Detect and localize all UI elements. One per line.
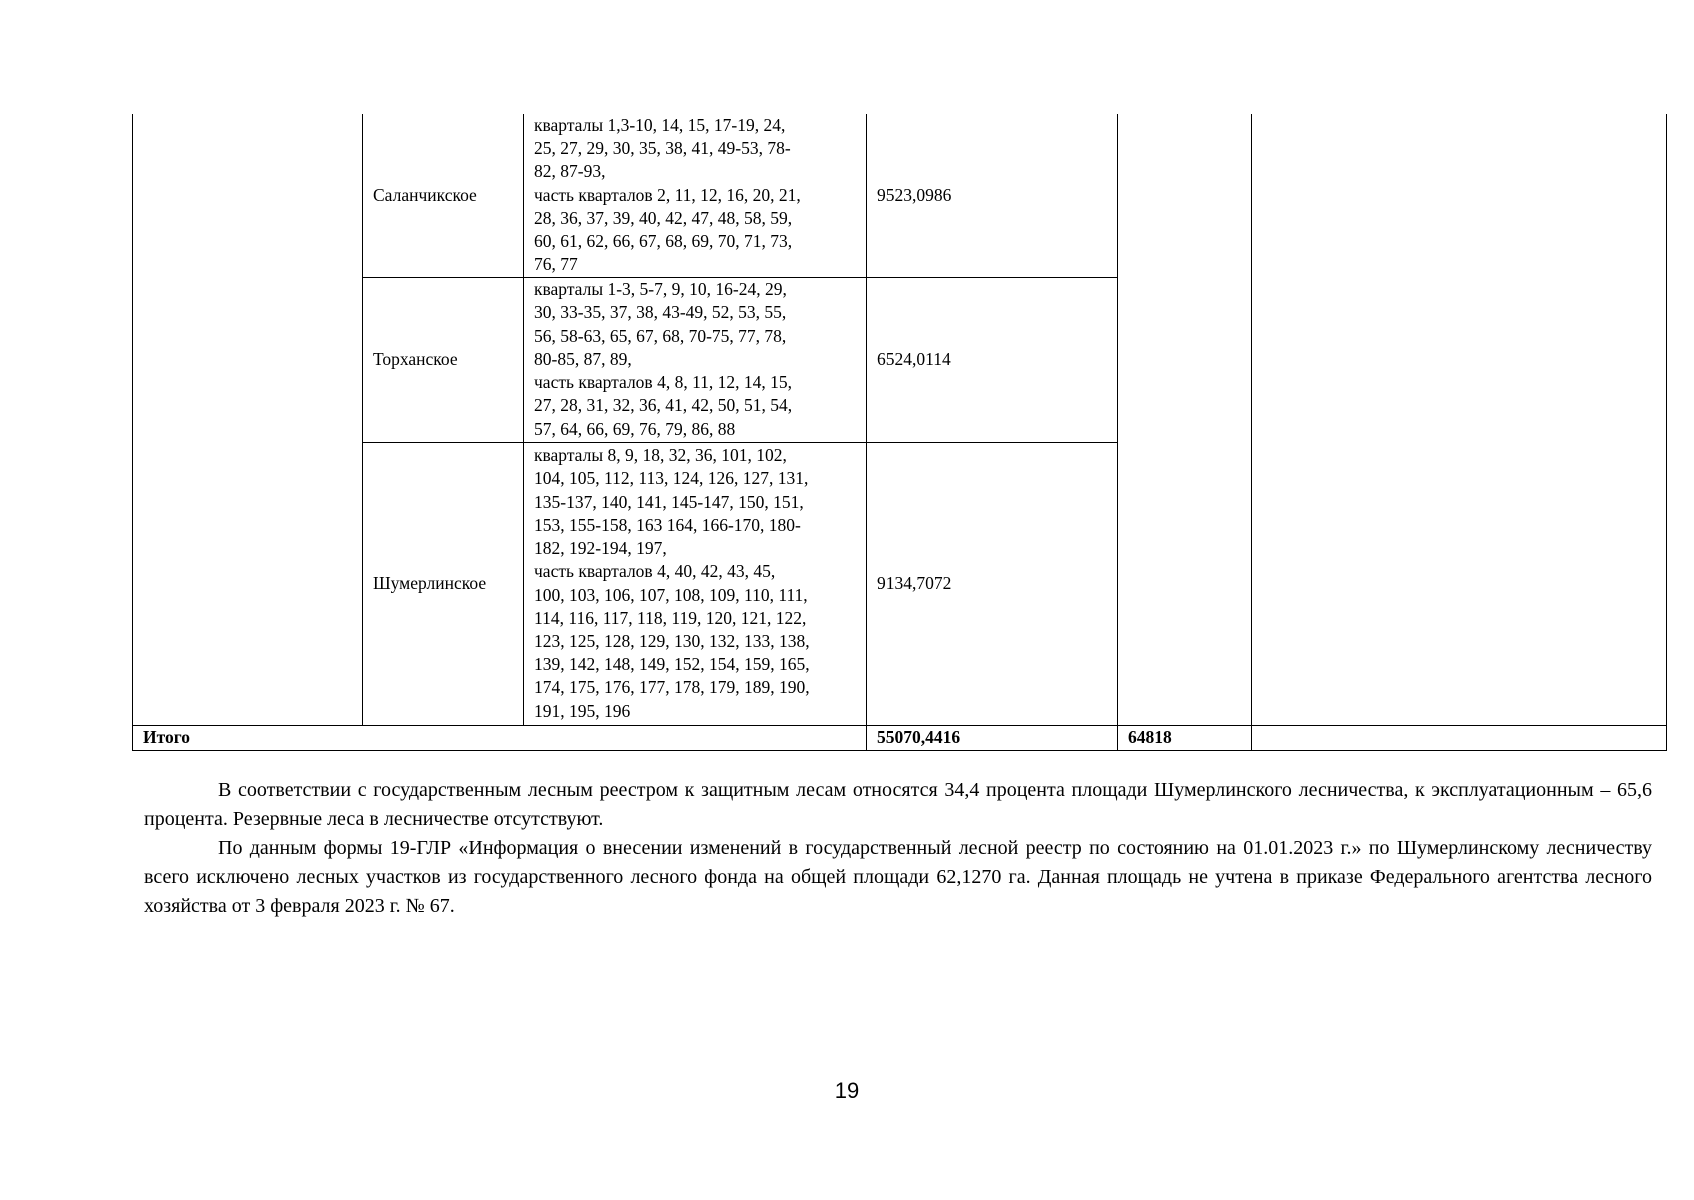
forestry-cell: [133, 114, 363, 725]
quarters-line: 28, 36, 37, 39, 40, 42, 47, 48, 58, 59,: [534, 207, 793, 228]
forestry-table: [132, 114, 1667, 751]
quarters-line: 80-85, 87, 89,: [534, 348, 632, 369]
quarters-line: часть кварталов 4, 40, 42, 43, 45,: [534, 561, 776, 582]
total-area-cell: [1118, 114, 1252, 725]
district-name-cell: Саланчикское: [363, 114, 524, 277]
notes-cell: [1252, 114, 1667, 725]
area-cell: 9523,0986: [867, 114, 1118, 277]
quarters-line: 153, 155-158, 163 164, 166-170, 180-: [534, 514, 801, 535]
quarters-cell: [524, 114, 867, 277]
quarters-line: 182, 192-194, 197,: [534, 538, 667, 559]
quarters-cell: [524, 277, 867, 442]
quarters-line: 56, 58-63, 65, 67, 68, 70-75, 77, 78,: [534, 325, 787, 346]
area-cell: 9134,7072: [867, 442, 1118, 725]
district-name-cell: Шумерлинское: [363, 442, 524, 725]
paragraph: В соответствии с государственным лесным реестром к защитным лесам относятся 34,4 процента площади Шумерлинского лесничества, к эксплуатационным – 65,6 процента. Резервные леса в лесничестве отсутствуют.: [144, 779, 1652, 830]
quarters-line: кварталы 1,3-10, 14, 15, 17-19, 24,: [534, 115, 786, 136]
quarters-line: кварталы 8, 9, 18, 32, 36, 101, 102,: [534, 445, 787, 466]
quarters-line: 30, 33-35, 37, 38, 43-49, 52, 53, 55,: [534, 302, 787, 323]
quarters-line: 25, 27, 29, 30, 35, 38, 41, 49-53, 78-: [534, 138, 791, 159]
total-area-value: 55070,4416: [867, 725, 1118, 750]
quarters-line: 76, 77: [534, 254, 578, 275]
quarters-line: кварталы 1-3, 5-7, 9, 10, 16-24, 29,: [534, 279, 787, 300]
quarters-line: 27, 28, 31, 32, 36, 41, 42, 50, 51, 54,: [534, 395, 793, 416]
paragraph: По данным формы 19-ГЛР «Информация о внесении изменений в государственный лесной реестр по состоянию на 01.01.2023 г.» по Шумерлинскому лесничеству всего исключено лесных участков из государственного лесного фонда на общей площади 62,1270 га. Данная площадь не учтена в приказе Федерального агентства лесного хозяйства от 3 февраля 2023 г. № 67.: [144, 837, 1652, 917]
quarters-line: 100, 103, 106, 107, 108, 109, 110, 111,: [534, 584, 808, 605]
total-label: Итого: [133, 725, 867, 750]
quarters-line: часть кварталов 4, 8, 11, 12, 14, 15,: [534, 372, 793, 393]
district-name-cell: Торханское: [363, 277, 524, 442]
total-notes-cell: [1252, 725, 1667, 750]
quarters-line: 60, 61, 62, 66, 67, 68, 69, 70, 71, 73,: [534, 231, 793, 252]
area-cell: 6524,0114: [867, 277, 1118, 442]
quarters-line: 135-137, 140, 141, 145-147, 150, 151,: [534, 491, 804, 512]
quarters-line: часть кварталов 2, 11, 12, 16, 20, 21,: [534, 184, 801, 205]
total-row: [133, 725, 1667, 750]
quarters-line: 114, 116, 117, 118, 119, 120, 121, 122,: [534, 607, 807, 628]
total-overall-value: 64818: [1118, 725, 1252, 750]
quarters-cell: [524, 442, 867, 725]
body-text: [144, 776, 1652, 921]
quarters-line: 82, 87-93,: [534, 161, 606, 182]
table-row: [133, 114, 1667, 277]
quarters-line: 139, 142, 148, 149, 152, 154, 159, 165,: [534, 654, 810, 675]
quarters-line: 123, 125, 128, 129, 130, 132, 133, 138,: [534, 630, 810, 651]
quarters-line: 174, 175, 176, 177, 178, 179, 189, 190,: [534, 677, 810, 698]
quarters-line: 104, 105, 112, 113, 124, 126, 127, 131,: [534, 468, 809, 489]
quarters-line: 191, 195, 196: [534, 700, 631, 721]
page-number: 19: [834, 1078, 860, 1103]
quarters-line: 57, 64, 66, 69, 76, 79, 86, 88: [534, 418, 736, 439]
